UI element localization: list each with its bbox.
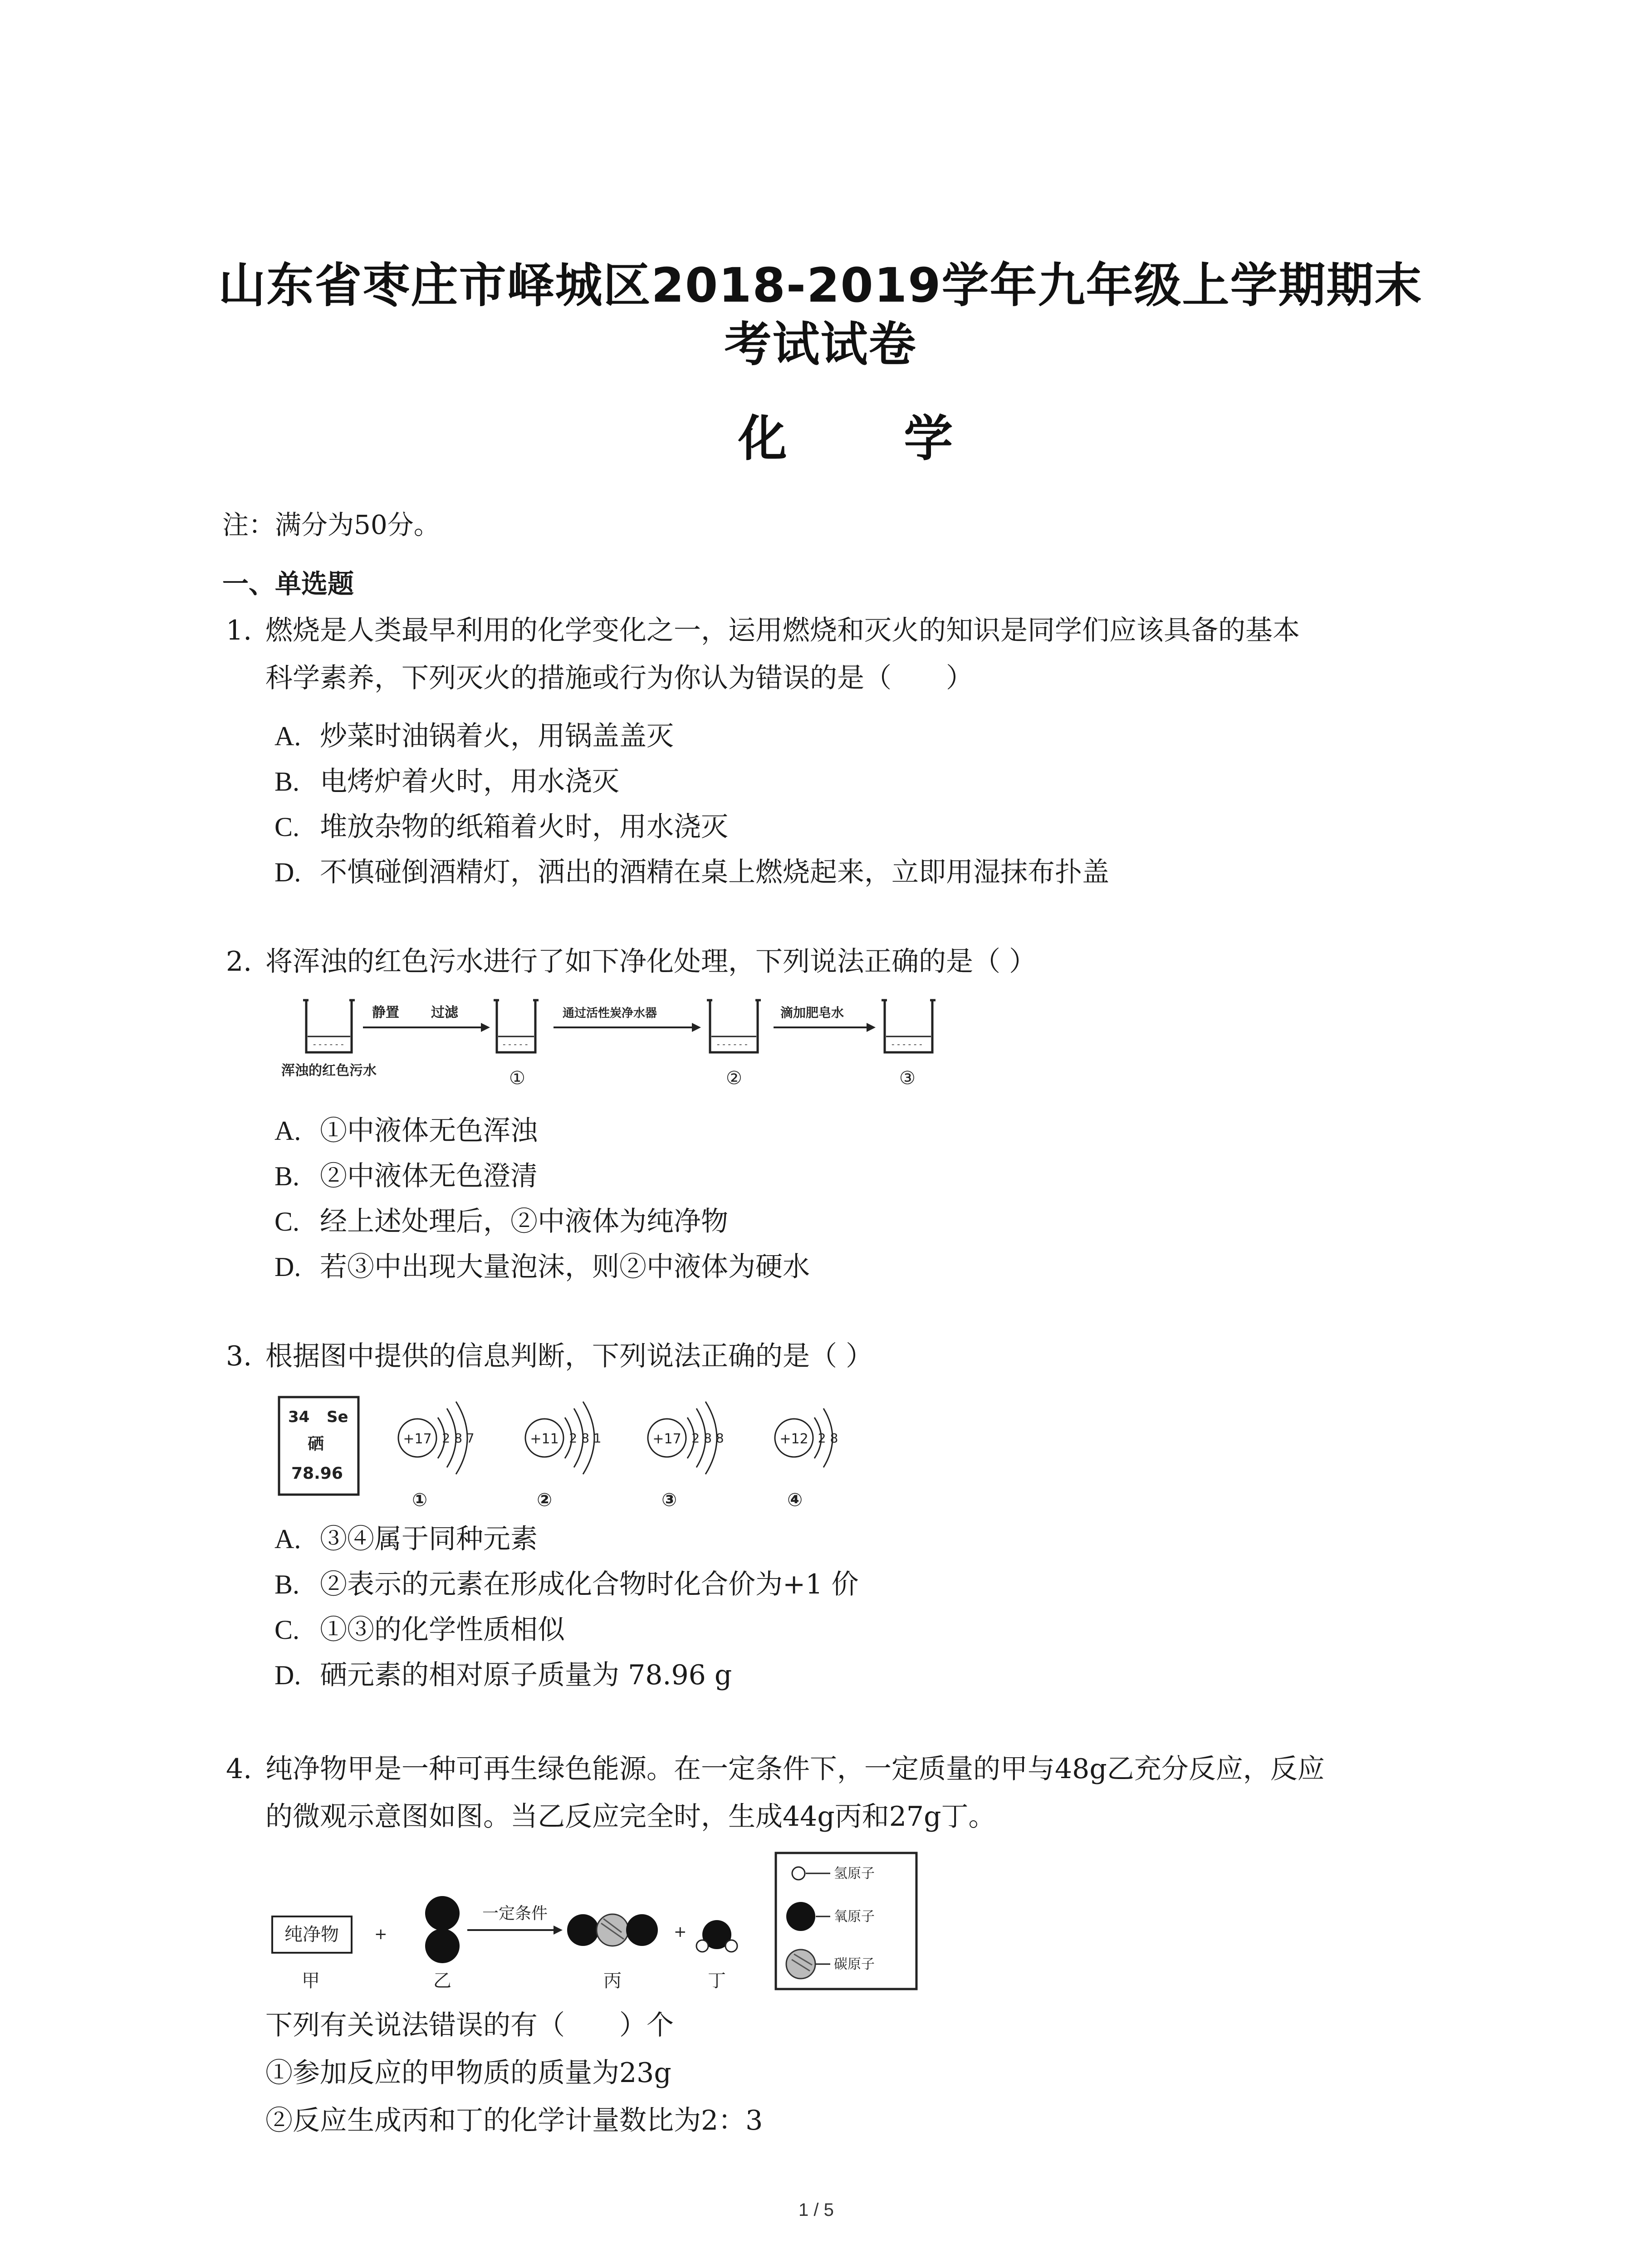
nucleus-charge: +12 bbox=[779, 1431, 808, 1447]
water-molecule-icon bbox=[696, 1920, 737, 1952]
box-label: 纯净物 bbox=[284, 1924, 339, 1945]
option-a[interactable] bbox=[274, 714, 674, 753]
option-c[interactable] bbox=[274, 1608, 565, 1647]
question-number: 3. bbox=[226, 1340, 252, 1372]
electron-shells: 2 8 7 bbox=[442, 1431, 475, 1446]
substance-label: 甲 bbox=[302, 1970, 320, 1991]
question-stem: 纯净物甲是一种可再生绿色能源。在一定条件下，一定质量的甲与48g乙充分反应，反应 bbox=[265, 1753, 1325, 1785]
option-letter: A. bbox=[274, 721, 301, 751]
oxygen-molecule-icon bbox=[425, 1896, 460, 1963]
nucleus-charge: +17 bbox=[652, 1431, 681, 1447]
legend-label: 氢原子 bbox=[834, 1866, 875, 1882]
reaction-arrow-icon bbox=[467, 1926, 563, 1935]
electron-shells: 2 8 8 bbox=[691, 1431, 724, 1446]
option-text: 经上述处理后，②中液体为纯净物 bbox=[320, 1206, 728, 1237]
option-b[interactable] bbox=[274, 1563, 859, 1602]
page-title-line2: 考试试卷 bbox=[724, 317, 917, 372]
carbon-dioxide-molecule-icon bbox=[567, 1914, 658, 1946]
arrow-icon bbox=[363, 1023, 490, 1032]
legend bbox=[776, 1853, 916, 1989]
question-stem: 将浑浊的红色污水进行了如下净化处理，下列说法正确的是（ ） bbox=[265, 946, 1037, 978]
element-symbol: Se bbox=[327, 1408, 348, 1426]
step-label: 静置 bbox=[372, 1005, 399, 1021]
atom-label: ③ bbox=[661, 1490, 677, 1510]
electron-shells: 2 8 bbox=[818, 1431, 838, 1446]
arrow-icon bbox=[774, 1023, 876, 1032]
option-text: 若③中出现大量泡沫，则②中液体为硬水 bbox=[320, 1251, 810, 1283]
nucleus-charge: +11 bbox=[530, 1431, 559, 1447]
option-a[interactable] bbox=[274, 1109, 538, 1148]
svg-text:- - - - - -: - - - - - - bbox=[892, 1040, 922, 1049]
substance-label: 乙 bbox=[433, 1970, 451, 1991]
condition-label: 一定条件 bbox=[482, 1904, 548, 1923]
page-title-line1: 山东省枣庄市峄城区2018-2019学年九年级上学期期末 bbox=[218, 258, 1423, 313]
option-text: ①③的化学性质相似 bbox=[320, 1614, 565, 1646]
legend-label: 碳原子 bbox=[834, 1956, 875, 1972]
beaker-label: ② bbox=[726, 1068, 742, 1089]
option-c[interactable] bbox=[274, 805, 728, 844]
legend-label: 氧原子 bbox=[834, 1909, 875, 1925]
plus-sign: + bbox=[374, 1925, 387, 1943]
beaker-label: 浑浊的红色污水 bbox=[281, 1063, 377, 1079]
question-stem: 的微观示意图如图。当乙反应完全时，生成44g丙和27g丁。 bbox=[265, 1801, 996, 1833]
hydrogen-atom-icon bbox=[792, 1867, 805, 1880]
atom-structure-icon bbox=[775, 1408, 838, 1510]
atomic-structure-diagram bbox=[272, 1388, 907, 1515]
question-stem: 科学素养，下列灭火的措施或行为你认为错误的是（ ） bbox=[265, 662, 973, 694]
element-mass: 78.96 bbox=[291, 1464, 343, 1483]
element-number: 34 bbox=[288, 1408, 310, 1426]
option-text: 炒菜时油锅着火，用锅盖盖灭 bbox=[320, 720, 674, 752]
oxygen-atom-icon bbox=[786, 1902, 815, 1931]
option-letter: C. bbox=[274, 1615, 300, 1645]
step-label: 通过活性炭净水器 bbox=[563, 1007, 657, 1020]
beaker-icon bbox=[882, 1000, 936, 1052]
option-d[interactable] bbox=[274, 850, 1109, 890]
option-b[interactable] bbox=[274, 760, 619, 799]
section-title: 一、单选题 bbox=[222, 568, 354, 599]
option-text: 硒元素的相对原子质量为 78.96 g bbox=[320, 1659, 732, 1691]
option-letter: D. bbox=[274, 1660, 301, 1690]
element-card bbox=[279, 1397, 358, 1495]
option-letter: C. bbox=[274, 812, 300, 842]
question-number: 4. bbox=[226, 1753, 252, 1785]
option-letter: D. bbox=[274, 857, 301, 887]
water-purification-diagram bbox=[281, 993, 962, 1107]
substance-label: 丙 bbox=[603, 1970, 622, 1991]
plus-sign: + bbox=[674, 1923, 687, 1941]
page-number: 1 / 5 bbox=[798, 2200, 834, 2220]
reaction-micro-diagram bbox=[263, 1851, 926, 2009]
option-text: ②中液体无色澄清 bbox=[320, 1160, 538, 1192]
option-a[interactable] bbox=[274, 1517, 538, 1556]
svg-text:- - - - - -: - - - - - - bbox=[313, 1040, 344, 1049]
option-text: ①中液体无色浑浊 bbox=[320, 1115, 538, 1147]
atom-structure-icon bbox=[525, 1402, 602, 1510]
element-name: 硒 bbox=[308, 1435, 324, 1453]
beaker-label: ③ bbox=[899, 1068, 916, 1089]
option-letter: B. bbox=[274, 1569, 300, 1599]
option-letter: A. bbox=[274, 1524, 301, 1554]
beaker-icon bbox=[303, 1000, 355, 1052]
option-text: 电烤炉着火时，用水浇灭 bbox=[320, 766, 619, 797]
beaker-icon bbox=[494, 1000, 539, 1052]
step-label: 滴加肥皂水 bbox=[780, 1005, 844, 1020]
option-b[interactable] bbox=[274, 1154, 538, 1193]
option-text: 堆放杂物的纸箱着火时，用水浇灭 bbox=[320, 811, 728, 843]
electron-shells: 2 8 1 bbox=[569, 1431, 602, 1446]
option-letter: A. bbox=[274, 1116, 301, 1146]
atom-label: ① bbox=[412, 1490, 427, 1510]
option-letter: C. bbox=[274, 1207, 300, 1237]
svg-text:- - - - -: - - - - - bbox=[503, 1040, 528, 1049]
question-stem: 燃烧是人类最早利用的化学变化之一，运用燃烧和灭火的知识是同学们应该具备的基本 bbox=[265, 615, 1300, 646]
svg-text:- - - - - -: - - - - - - bbox=[717, 1040, 748, 1049]
atom-label: ② bbox=[537, 1490, 552, 1510]
question-number: 1. bbox=[226, 615, 252, 646]
option-letter: D. bbox=[274, 1252, 301, 1282]
option-text: 不慎碰倒酒精灯，洒出的酒精在桌上燃烧起来，立即用湿抹布扑盖 bbox=[320, 856, 1109, 888]
substance-label: 丁 bbox=[708, 1970, 726, 1991]
option-c[interactable] bbox=[274, 1200, 728, 1239]
statement-1: ①参加反应的甲物质的质量为23g bbox=[265, 2057, 671, 2089]
option-letter: B. bbox=[274, 767, 300, 797]
atom-label: ④ bbox=[787, 1490, 803, 1510]
nucleus-charge: +17 bbox=[403, 1431, 432, 1447]
beaker-label: ① bbox=[509, 1068, 525, 1089]
option-text: ②表示的元素在形成化合物时化合价为+1 价 bbox=[320, 1569, 859, 1600]
option-d[interactable] bbox=[274, 1653, 732, 1692]
option-text: ③④属于同种元素 bbox=[320, 1523, 538, 1555]
arrow-icon bbox=[554, 1023, 701, 1032]
follow-question: 下列有关说法错误的有（ ）个 bbox=[265, 2009, 674, 2041]
question-number: 2. bbox=[226, 946, 252, 978]
question-stem: 根据图中提供的信息判断，下列说法正确的是（ ） bbox=[265, 1340, 873, 1372]
step-label: 过滤 bbox=[431, 1005, 458, 1021]
score-note: 注：满分为50分。 bbox=[222, 509, 440, 540]
statement-2: ②反应生成丙和丁的化学计量数比为2：3 bbox=[265, 2105, 763, 2136]
beaker-icon bbox=[707, 1000, 761, 1052]
subject-title: 化 学 bbox=[738, 411, 1003, 467]
atom-structure-icon bbox=[648, 1402, 724, 1510]
option-letter: B. bbox=[274, 1161, 300, 1191]
atom-structure-icon bbox=[398, 1402, 475, 1510]
option-d[interactable] bbox=[274, 1245, 810, 1284]
